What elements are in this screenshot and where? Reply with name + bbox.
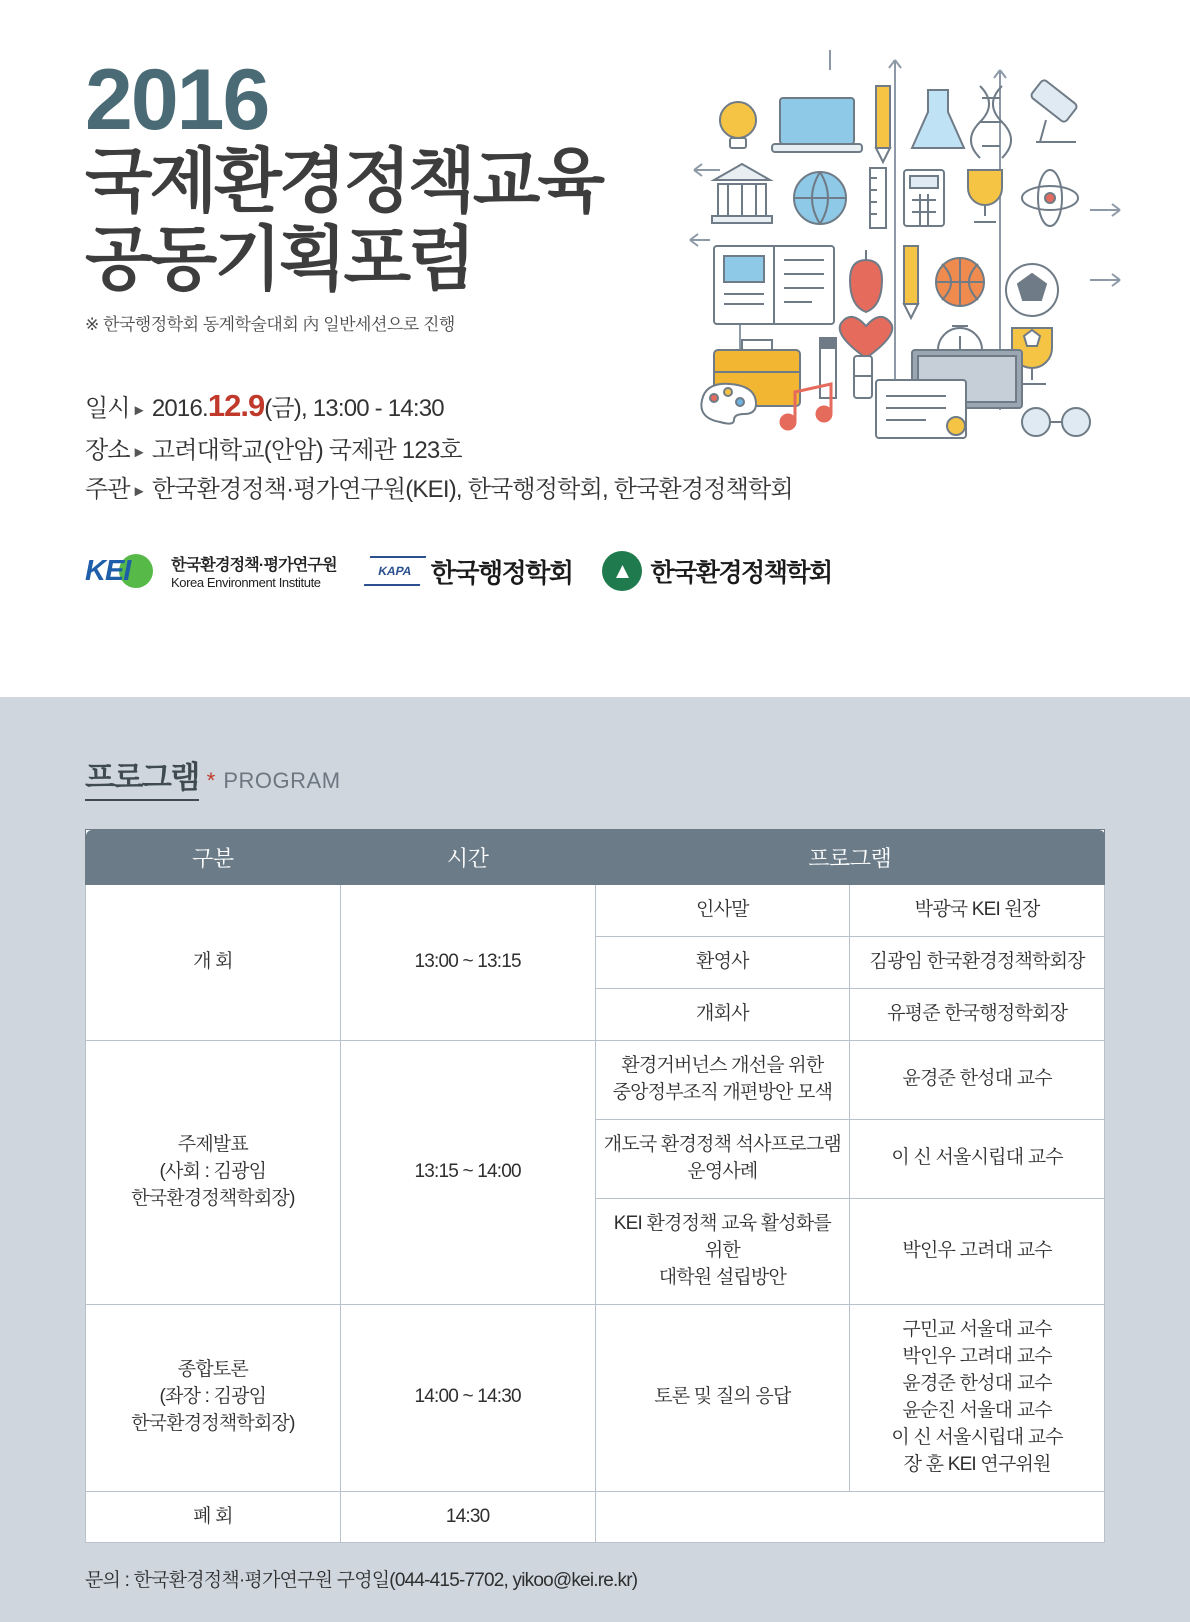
keps-logo-icon: ▲ [602,551,642,591]
program-item-person: 박인우 고려대 교수 [850,1198,1105,1304]
title-line-1: 환경거버넌스 개선을 위한 [621,1054,824,1076]
panel-member: 윤경준 한성대 교수 [902,1372,1052,1394]
event-date-label: 일시 [85,395,130,423]
kapa-logo-icon: KAPA [364,556,426,586]
column-header-time: 시간 [340,830,595,885]
panel-list [850,1304,1105,1491]
event-place-value: 고려대학교(안암) 국제관 123호 [151,436,462,464]
row-program-closing [595,1491,1105,1543]
category-line-1: 종합토론 [177,1359,248,1381]
program-item-person: 이 신 서울시립대 교수 [850,1119,1105,1198]
event-date-prefix: 2016. [151,395,208,423]
panel-member: 장 훈 KEI 연구위원 [903,1453,1051,1475]
program-item-title [595,1040,850,1119]
column-header-program: 프로그램 [595,830,1105,885]
table-row [86,885,1105,937]
event-host-label: 주관 [85,475,130,503]
program-item-person: 윤경준 한성대 교수 [850,1040,1105,1119]
program-section [0,697,1190,1622]
category-line-2: (사회 : 김광임 [159,1160,267,1182]
table-header-row [86,830,1105,885]
education-illustration [680,50,1130,440]
program-item-person: 유평준 한국행정학회장 [850,988,1105,1040]
row-category-closing: 폐 회 [86,1491,341,1543]
poster-subnote: ※ 한국행정학회 동계학술대회 內 일반세션으로 진행 [85,315,455,335]
title-line-1: 개도국 환경정책 석사프로그램 운영사례 [603,1133,841,1182]
panel-member: 박인우 고려대 교수 [902,1345,1052,1367]
category-line-3: 한국환경정책학회장) [131,1187,295,1209]
program-heading [85,752,1105,801]
program-item-title: 토론 및 질의 응답 [595,1304,850,1491]
poster-header [0,0,1190,697]
poster-year: 2016 [85,52,269,148]
contact-info: 문의 : 한국환경정책·평가연구원 구영일(044-415-7702, yikoo@kei.re.kr) [85,1570,638,1592]
title-line-2: 중앙정부조직 개편방안 모색 [612,1081,833,1103]
event-place-label: 장소 [85,436,130,464]
program-item-person: 김광임 한국환경정책학회장 [850,936,1105,988]
arrow-icon: ► [131,402,146,420]
table-row [86,1040,1105,1119]
keps-name-ko: 한국환경정책학회 [650,559,832,588]
row-time-discussion: 14:00 ~ 14:30 [340,1304,595,1491]
row-category-opening: 개 회 [86,885,341,1041]
program-item-title [595,1119,850,1198]
kei-name-ko: 한국환경정책·평가연구원 [171,557,337,575]
program-item-title [595,1198,850,1304]
category-line-2: (좌장 : 김광임 [159,1386,267,1408]
asterisk-icon: * [206,768,216,793]
row-time-closing: 14:30 [340,1491,595,1543]
program-item-title: 개회사 [595,988,850,1040]
row-category-discussion [86,1304,341,1491]
kei-name-en: Korea Environment Institute [171,575,321,591]
row-time-opening: 13:00 ~ 13:15 [340,885,595,1041]
panel-member: 이 신 서울시립대 교수 [891,1426,1063,1448]
poster-title-line-1: 국제환경정책교육 [85,141,602,220]
event-host-row [85,471,1190,510]
event-date-highlight: 12.9 [207,388,265,424]
organizer-logos [85,551,1190,591]
table-row [86,1491,1105,1543]
arrow-icon: ► [131,443,146,461]
title-line-2: 대학원 설립방안 [658,1266,787,1288]
row-category-presentation [86,1040,341,1304]
panel-member: 윤순진 서울대 교수 [902,1399,1052,1421]
program-heading-en: PROGRAM [223,768,341,793]
kei-logo-icon [85,552,163,590]
table-row [86,1304,1105,1491]
logo-kei [85,552,337,590]
program-item-title: 인사말 [595,885,850,937]
program-item-title: 환영사 [595,936,850,988]
category-line-1: 주제발표 [177,1133,248,1155]
logo-kapa [367,553,573,590]
column-header-category: 구분 [86,830,341,885]
kapa-name-ko: 한국행정학회 [430,557,573,588]
row-time-presentation: 13:15 ~ 14:00 [340,1040,595,1304]
kei-logo-text: KEI [85,554,131,587]
panel-member: 구민교 서울대 교수 [902,1318,1052,1340]
program-table [85,829,1105,1543]
category-line-3: 한국환경정책학회장) [131,1413,295,1435]
program-item-person: 박광국 KEI 원장 [850,885,1105,937]
logo-keps [602,551,831,591]
program-heading-ko: 프로그램 [85,752,199,801]
poster-title-line-2: 공동기획포럼 [85,220,473,299]
title-line-1: KEI 환경정책 교육 활성화를 위한 [613,1212,831,1261]
kei-logo-name [171,552,337,590]
event-host-value: 한국환경정책·평가연구원(KEI), 한국행정학회, 한국환경정책학회 [151,475,793,503]
arrow-icon: ► [131,482,146,500]
event-date-suffix: (금), 13:00 - 14:30 [264,395,444,423]
